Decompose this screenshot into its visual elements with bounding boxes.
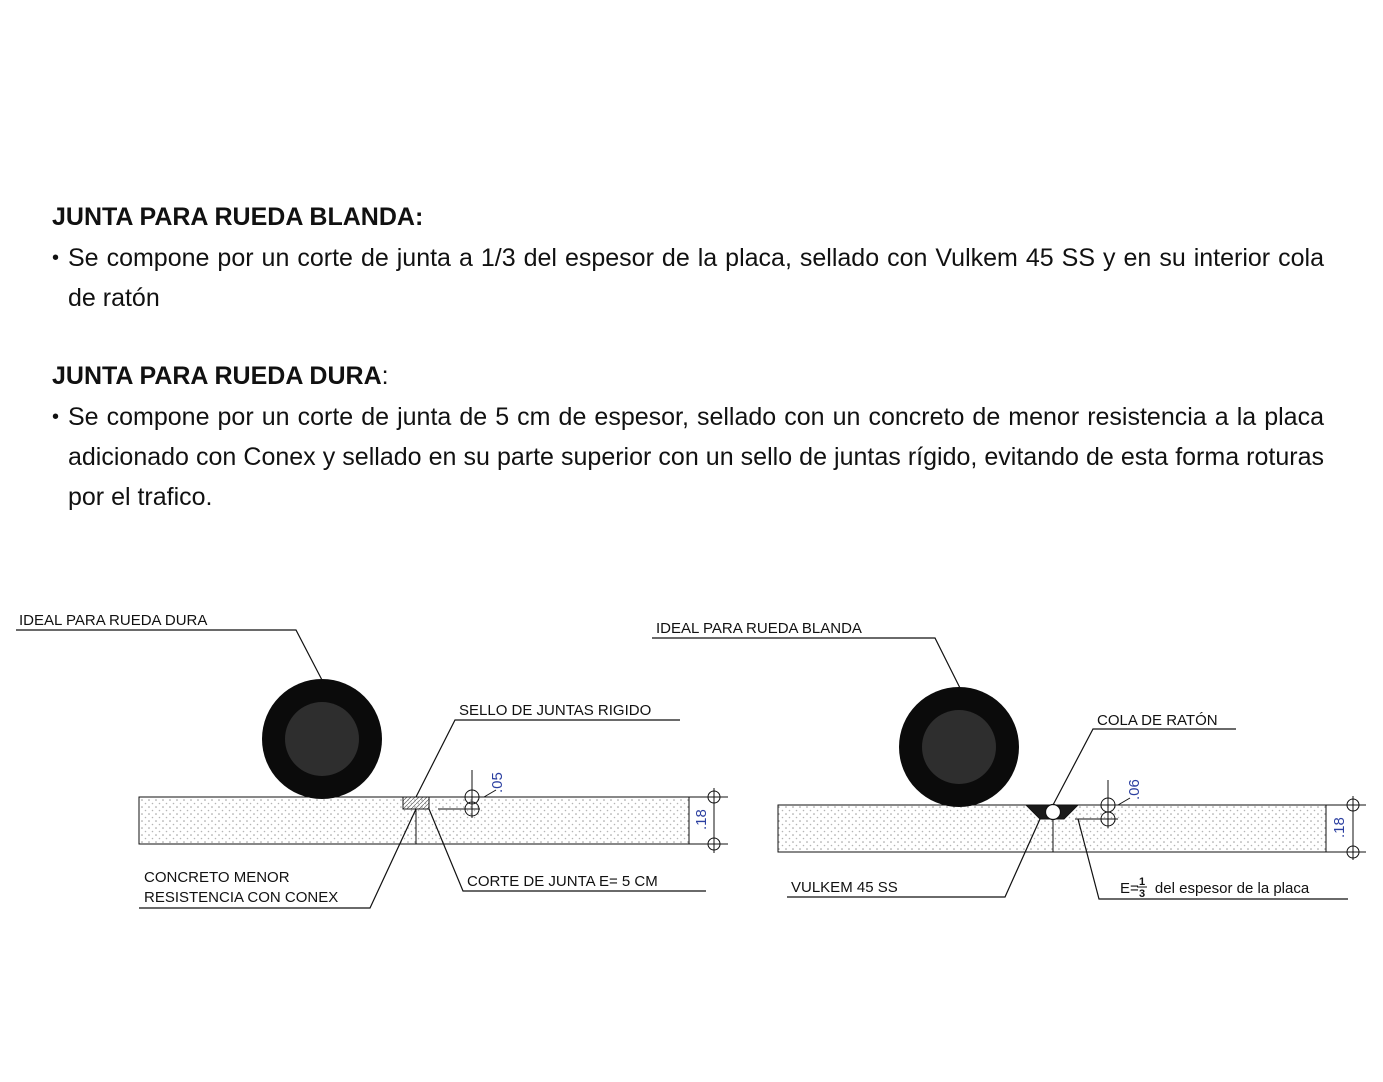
label-cola-raton: COLA DE RATÓN bbox=[1097, 712, 1218, 729]
dim-joint-depth-left: .05 bbox=[489, 772, 506, 793]
description-rueda-blanda: Se compone por un corte de junta a 1/3 del espesor de la placa, sellado con Vulkem 45 SS y en su interior cola de ratón bbox=[68, 244, 1324, 312]
label-fraction-denominator: 3 bbox=[1139, 888, 1146, 900]
heading-rueda-dura: JUNTA PARA RUEDA DURA: bbox=[52, 362, 389, 390]
dim-slab-thickness-right: .18 bbox=[1331, 817, 1348, 838]
label-fraction-numerator: 1 bbox=[1139, 876, 1146, 888]
label-concreto-line1: CONCRETO MENOR bbox=[144, 869, 290, 886]
heading-rueda-blanda: JUNTA PARA RUEDA BLANDA: bbox=[52, 203, 424, 231]
label-ideal-rueda-dura: IDEAL PARA RUEDA DURA bbox=[19, 612, 208, 629]
label-espesor-ratio: E= del espesor de la placa bbox=[1120, 880, 1310, 897]
bullet-rueda-blanda: • Se compone por un corte de junta a 1/3 del espesor de la placa, sellado con Vulkem 45 SS y en su interior cola de ratón bbox=[52, 238, 1324, 318]
rigid-seal bbox=[403, 797, 429, 809]
label-corte-junta: CORTE DE JUNTA E= 5 CM bbox=[467, 873, 658, 890]
detail-rueda-dura bbox=[16, 612, 728, 908]
dim-joint-depth-right: .06 bbox=[1126, 779, 1143, 800]
description-rueda-dura: Se compone por un corte de junta de 5 cm de espesor, sellado con un concreto de menor resistencia a la placa adicionado con Conex y sellado en su parte superior con un sello de juntas rígido, evitando de esta forma roturas por el trafico. bbox=[68, 403, 1324, 511]
label-sello-juntas-rigido: SELLO DE JUNTAS RIGIDO bbox=[459, 702, 652, 719]
label-concreto-line2: RESISTENCIA CON CONEX bbox=[144, 889, 339, 906]
backer-rod bbox=[1046, 805, 1061, 820]
wheel-dura-inner bbox=[285, 702, 359, 776]
bullet-rueda-dura: • Se compone por un corte de junta de 5 cm de espesor, sellado con un concreto de menor resistencia a la placa adicionado con Conex y sellado en su parte superior con un sello de juntas rígido, evitando de esta forma roturas por el trafico. bbox=[52, 397, 1324, 517]
detail-rueda-blanda bbox=[652, 620, 1366, 900]
wheel-blanda-inner bbox=[922, 710, 996, 784]
dim-slab-thickness-left: .18 bbox=[693, 809, 710, 830]
label-ideal-rueda-blanda: IDEAL PARA RUEDA BLANDA bbox=[656, 620, 862, 637]
label-vulkem: VULKEM 45 SS bbox=[791, 879, 898, 896]
